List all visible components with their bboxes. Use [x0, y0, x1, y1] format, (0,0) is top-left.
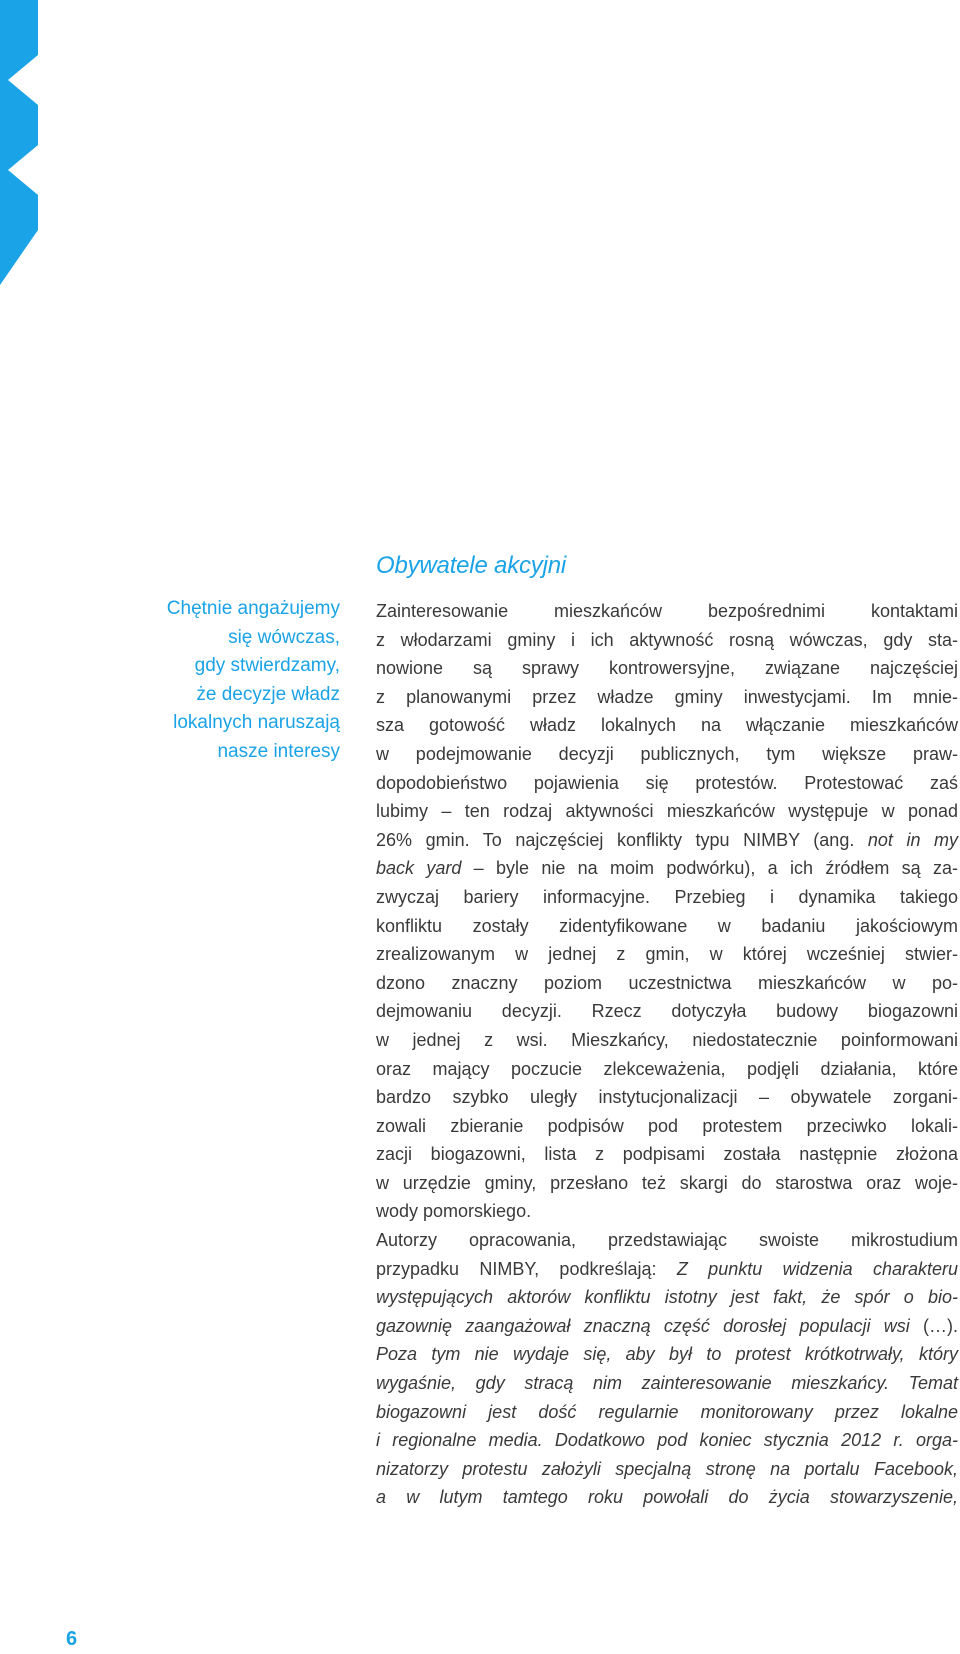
body-text: [376, 597, 958, 1512]
body-line: [376, 683, 958, 712]
body-segment: przypadku NIMBY, podkreślają:: [376, 1258, 677, 1279]
body-line: [376, 1255, 958, 1284]
body-italic-segment: wygaśnie, gdy stracą nim zainteresowanie mieszkańcy. Temat: [376, 1373, 958, 1394]
body-line: [376, 1140, 958, 1169]
body-segment: dejmowaniu decyzji. Rzecz dotyczyła budowy biogazowni: [376, 1001, 958, 1022]
side-quote-line: Chętnie angażujemy: [166, 598, 340, 619]
body-line: [376, 1426, 958, 1455]
body-line: [376, 597, 958, 626]
side-quote-line: się wówczas,: [228, 626, 340, 648]
body-line: [376, 797, 958, 826]
body-segment: z planowanymi przez władze gminy inwestycjami. Im mnie-: [376, 686, 958, 707]
body-italic-segment: not in my: [867, 829, 959, 850]
body-italic-segment: i regionalne media. Dodatkowo pod koniec stycznia 2012 r. orga-: [376, 1430, 958, 1451]
body-segment: Zainteresowanie mieszkańców bezpośrednimi kontaktami: [376, 601, 958, 621]
body-italic-segment: a w lutym tamtego roku powołali do życia stowarzyszenie,: [376, 1487, 958, 1508]
side-quote-line: gdy stwierdzamy,: [194, 655, 340, 676]
body-line: [376, 711, 958, 740]
body-segment: w urzędzie gminy, przesłano też skargi do starostwa oraz woje-: [376, 1172, 958, 1193]
body-italic-segment: gazownię zaangażował znaczną część dorosłej populacji wsi: [376, 1315, 910, 1336]
body-line: [376, 1312, 958, 1341]
body-segment: dzono znaczny poziom uczestnictwa mieszkańców w po-: [376, 972, 958, 993]
body-italic-segment: Poza tym nie wydaje się, aby był to protest krótkotrwały, który: [376, 1344, 958, 1365]
body-line: [376, 626, 958, 655]
body-line: [376, 940, 958, 969]
body-line: [376, 1283, 958, 1312]
body-segment: w jednej z wsi. Mieszkańcy, niedostatecznie poinformowani: [376, 1029, 958, 1050]
body-segment: sza gotowość władz lokalnych na włączanie mieszkańców: [376, 715, 958, 736]
body-italic-segment: nizatorzy protestu założyli specjalną stronę na portalu Facebook,: [376, 1458, 958, 1479]
side-quote-line: że decyzje władz: [196, 683, 340, 705]
body-italic-segment: Z punktu widzenia charakteru: [676, 1258, 959, 1279]
page-number: 6: [66, 1628, 78, 1650]
body-segment: – byle nie na moim podwórku), a ich źródłem są za-: [461, 858, 958, 879]
body-line: [376, 854, 958, 883]
body-line: [376, 1226, 958, 1255]
body-line: [376, 1083, 958, 1112]
body-segment: lubimy – ten rodzaj aktywności mieszkańców występuje w ponad: [376, 801, 958, 822]
body-line: [376, 1197, 958, 1226]
body-segment: (…).: [909, 1315, 958, 1336]
body-segment: bardzo szybko uległy instytucjonalizacji – obywatele zorgani-: [376, 1087, 958, 1108]
side-quote-line: nasze interesy: [217, 740, 340, 762]
body-segment: z włodarzami gminy i ich aktywność rosną wówczas, gdy sta-: [376, 629, 958, 650]
body-italic-segment: występujących aktorów konfliktu istotny jest fakt, że spór o bio-: [376, 1287, 958, 1308]
body-line: [376, 1455, 958, 1484]
body-segment: dopodobieństwo pojawienia się protestów. Protestować zaś: [376, 772, 958, 793]
body-segment: 26% gmin. To najczęściej konflikty typu NIMBY (ang.: [376, 829, 868, 850]
body-segment: Autorzy opracowania, przedstawiając swoiste mikrostudium: [376, 1230, 958, 1251]
body-segment: zacji biogazowni, lista z podpisami została następnie złożona: [376, 1144, 958, 1165]
body-segment: zrealizowanym w jednej z gmin, w której wcześniej stwier-: [376, 944, 958, 965]
body-line: [376, 883, 958, 912]
body-line: [376, 654, 958, 683]
body-line: [376, 1340, 958, 1369]
body-line: [376, 1369, 958, 1398]
body-segment: zowali zbieranie podpisów pod protestem przeciwko lokali-: [376, 1115, 958, 1136]
body-segment: konfliktu zostały zidentyfikowane w badaniu jakościowym: [376, 915, 958, 936]
side-quote-line: lokalnych naruszają: [173, 712, 340, 733]
body-segment: nowione są sprawy kontrowersyjne, związane najczęściej: [376, 658, 958, 679]
body-line: [376, 1026, 958, 1055]
body-line: [376, 826, 958, 855]
body-line: [376, 997, 958, 1026]
chevron-stripe-decoration: [0, 0, 40, 285]
body-line: [376, 969, 958, 998]
body-line: [376, 769, 958, 798]
body-line: [376, 740, 958, 769]
body-italic-segment: biogazowni jest dość regularnie monitorowany przez lokalne: [376, 1401, 958, 1422]
body-segment: zwyczaj bariery informacyjne. Przebieg i dynamika takiego: [376, 886, 958, 907]
body-line: [376, 912, 958, 941]
body-line: [376, 1169, 958, 1198]
section-title: Obywatele akcyjni: [376, 552, 567, 579]
body-segment: wody pomorskiego.: [376, 1201, 532, 1222]
side-quote: [120, 595, 340, 766]
body-segment: w podejmowanie decyzji publicznych, tym większe praw-: [376, 743, 958, 764]
body-line: [376, 1055, 958, 1084]
body-line: [376, 1483, 958, 1512]
body-line: [376, 1398, 958, 1427]
body-segment: oraz mający poczucie zlekceważenia, podjęli działania, które: [376, 1058, 958, 1079]
body-line: [376, 1112, 958, 1141]
body-italic-segment: back yard: [376, 858, 462, 879]
